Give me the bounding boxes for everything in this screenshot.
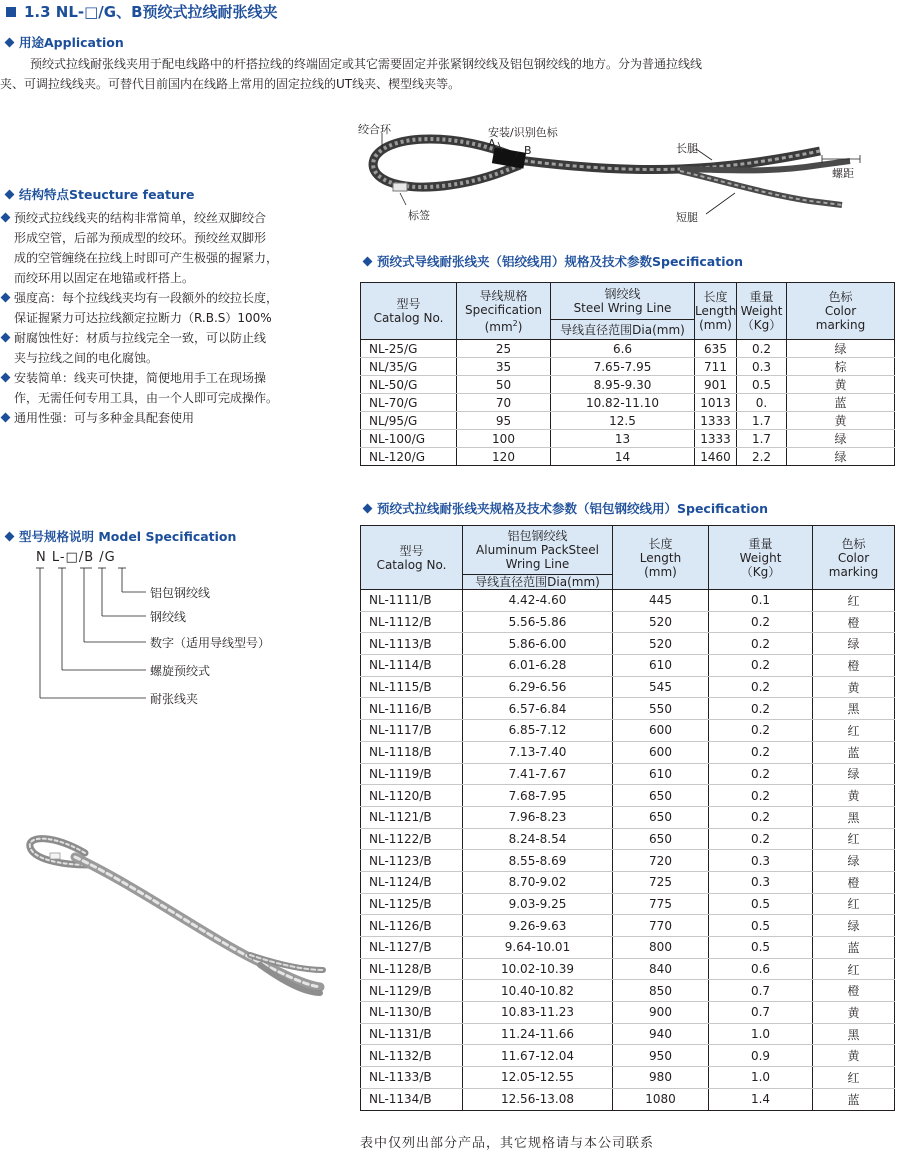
model-label-1: 铝包钢绞线: [150, 586, 211, 600]
table-row: [361, 590, 895, 612]
table-cell: 14: [551, 448, 695, 466]
table-cell: 0.2: [709, 763, 813, 785]
table-cell: 5.56-5.86: [463, 611, 613, 633]
table-cell: 绿: [787, 340, 895, 358]
diamond-bullet-icon: [363, 256, 373, 266]
table-cell: 711: [695, 358, 737, 376]
table-row: [361, 448, 895, 466]
table-cell: 635: [695, 340, 737, 358]
table-cell: 600: [613, 720, 709, 742]
table-cell: 橙: [813, 980, 895, 1002]
table-cell: 0.2: [709, 720, 813, 742]
table-cell: 25: [457, 340, 551, 358]
table-cell: 0.2: [709, 806, 813, 828]
table-row: [361, 980, 895, 1002]
table-cell: 绿: [787, 430, 895, 448]
table-cell: NL-1118/B: [361, 741, 463, 763]
table-cell: 0.2: [709, 785, 813, 807]
diagram-label-a: A: [488, 137, 496, 150]
table-cell: 520: [613, 611, 709, 633]
model-label-2: 钢绞线: [150, 610, 187, 624]
table-cell: 8.24-8.54: [463, 828, 613, 850]
table-cell: 13: [551, 430, 695, 448]
table-cell: 12.56-13.08: [463, 1088, 613, 1110]
table-cell: NL-1112/B: [361, 611, 463, 633]
model-label-3: 数字（适用导线型号）: [150, 636, 271, 650]
table-row: [361, 376, 895, 394]
table-cell: 红: [813, 720, 895, 742]
table-cell: 980: [613, 1067, 709, 1089]
table-cell: 0.2: [737, 340, 787, 358]
table-row: [361, 828, 895, 850]
footer-note: 表中仅列出部分产品，其它规格请与本公司联系: [360, 1136, 655, 1150]
diagram-label-loop: 绞合环: [358, 123, 391, 136]
table-cell: 520: [613, 633, 709, 655]
table-cell: 黑: [813, 1023, 895, 1045]
table-cell: 5.86-6.00: [463, 633, 613, 655]
clamp-photo-image: [15, 825, 335, 1000]
table-cell: NL-1130/B: [361, 1002, 463, 1024]
table-cell: NL-1127/B: [361, 937, 463, 959]
product-photo: [15, 825, 335, 1000]
table-cell: NL-1132/B: [361, 1045, 463, 1067]
table-cell: 900: [613, 1002, 709, 1024]
table-cell: 黄: [813, 785, 895, 807]
table-cell: 950: [613, 1045, 709, 1067]
table-cell: 7.41-7.67: [463, 763, 613, 785]
structure-bullet: 耐腐蚀性好：材质与拉线完全一致，可以防止线 夹与拉线之间的电化腐蚀。: [0, 328, 355, 368]
table-cell: 0.: [737, 394, 787, 412]
table-cell: 黄: [787, 412, 895, 430]
table-cell: 10.02-10.39: [463, 958, 613, 980]
table-cell: NL-70/G: [361, 394, 457, 412]
table-cell: NL-120/G: [361, 448, 457, 466]
table-cell: NL-1121/B: [361, 806, 463, 828]
table-cell: NL-1124/B: [361, 871, 463, 893]
table-cell: 黑: [813, 806, 895, 828]
title-square-icon: [6, 7, 16, 17]
table-cell: 1.4: [709, 1088, 813, 1110]
table-cell: 8.55-8.69: [463, 850, 613, 872]
table-row: [361, 915, 895, 937]
diagram-label-marker: 安装/识别色标: [488, 126, 558, 139]
table-cell: 610: [613, 763, 709, 785]
table-row: [361, 871, 895, 893]
table-cell: 棕: [787, 358, 895, 376]
table-cell: 6.57-6.84: [463, 698, 613, 720]
table-cell: 0.5: [709, 893, 813, 915]
table-row: [361, 741, 895, 763]
table-cell: 800: [613, 937, 709, 959]
table-cell: NL-1133/B: [361, 1067, 463, 1089]
table-cell: 12.5: [551, 412, 695, 430]
table-cell: 1013: [695, 394, 737, 412]
table-cell: 蓝: [813, 741, 895, 763]
diamond-bullet-icon: [363, 503, 373, 513]
table-cell: 0.2: [709, 611, 813, 633]
table-cell: 0.1: [709, 590, 813, 612]
table-cell: 9.03-9.25: [463, 893, 613, 915]
table-cell: 0.3: [709, 850, 813, 872]
table-cell: 10.82-11.10: [551, 394, 695, 412]
table-row: [361, 430, 895, 448]
structure-bullet: 安装简单：线夹可快捷，简便地用手工在现场操 作，无需任何专用工具，由一个人即可完成操作。: [0, 368, 355, 408]
table2-header-model: 型号 Catalog No.: [361, 526, 463, 590]
table-cell: 600: [613, 741, 709, 763]
table-cell: NL-1129/B: [361, 980, 463, 1002]
model-code-diagram: [28, 550, 328, 720]
table-cell: 610: [613, 655, 709, 677]
table-cell: 11.67-12.04: [463, 1045, 613, 1067]
table-cell: 蓝: [787, 394, 895, 412]
table1-header-weight: 重量 Weight （Kg）: [737, 283, 787, 340]
table-cell: 9.26-9.63: [463, 915, 613, 937]
table-cell: 10.40-10.82: [463, 980, 613, 1002]
table2-heading: 预绞式拉线耐张线夹规格及技术参数（铝包钢绞线用）Specification: [364, 499, 768, 517]
table-cell: 0.2: [709, 676, 813, 698]
table-cell: 120: [457, 448, 551, 466]
diamond-bullet-icon: [5, 189, 15, 199]
table-cell: 6.01-6.28: [463, 655, 613, 677]
structure-list: [0, 208, 355, 428]
table-cell: 720: [613, 850, 709, 872]
table2-header-color: 色标 Color marking: [813, 526, 895, 590]
structure-bullet: 强度高：每个拉线线夹均有一段额外的绞拉长度， 保证握紧力可达拉线额定拉断力（R.B.S）100%: [0, 288, 355, 328]
table-cell: NL-1111/B: [361, 590, 463, 612]
table-cell: 0.7: [709, 980, 813, 1002]
table-cell: 6.6: [551, 340, 695, 358]
table-cell: 650: [613, 828, 709, 850]
product-diagram: [350, 115, 890, 235]
structure-heading: 结构特点Steucture feature: [6, 185, 195, 203]
table-cell: 6.85-7.12: [463, 720, 613, 742]
diamond-bullet-icon: [5, 37, 15, 47]
table-cell: 0.5: [709, 937, 813, 959]
table2-header-weight: 重量 Weight （Kg）: [709, 526, 813, 590]
table-cell: NL-25/G: [361, 340, 457, 358]
table1-header-spec: 导线规格 Specification $(mm^2)$: [457, 283, 551, 340]
table2-header-length: 长度 Length (mm): [613, 526, 709, 590]
table-row: [361, 958, 895, 980]
table-row: [361, 1045, 895, 1067]
table-cell: NL-1116/B: [361, 698, 463, 720]
table-cell: 1460: [695, 448, 737, 466]
table-cell: 红: [813, 893, 895, 915]
table-cell: 7.65-7.95: [551, 358, 695, 376]
table-cell: 1.7: [737, 412, 787, 430]
table-cell: 10.83-11.23: [463, 1002, 613, 1024]
table-cell: 1080: [613, 1088, 709, 1110]
table-row: [361, 1002, 895, 1024]
diagram-label-b: B: [524, 144, 532, 157]
table-cell: 1.7: [737, 430, 787, 448]
table-cell: 12.05-12.55: [463, 1067, 613, 1089]
table-row: [361, 1088, 895, 1110]
table-cell: NL-1119/B: [361, 763, 463, 785]
table-cell: 95: [457, 412, 551, 430]
table-row: [361, 806, 895, 828]
model-label-5: 耐张线夹: [150, 692, 199, 706]
table-cell: 1333: [695, 412, 737, 430]
table-cell: 445: [613, 590, 709, 612]
table-cell: 775: [613, 893, 709, 915]
table-cell: 红: [813, 1067, 895, 1089]
table-cell: 100: [457, 430, 551, 448]
table-cell: 650: [613, 785, 709, 807]
table-cell: 8.70-9.02: [463, 871, 613, 893]
table-cell: 70: [457, 394, 551, 412]
table-cell: 0.3: [737, 358, 787, 376]
table-cell: 橙: [813, 655, 895, 677]
table-cell: NL-1122/B: [361, 828, 463, 850]
diagram-label-long-leg: 长腿: [676, 142, 698, 155]
table-cell: NL/95/G: [361, 412, 457, 430]
structure-bullet: 通用性强：可与多种金具配套使用: [0, 408, 355, 428]
table-cell: NL-1115/B: [361, 676, 463, 698]
table-cell: 黄: [813, 1002, 895, 1024]
table-cell: 橙: [813, 871, 895, 893]
table-cell: NL-1128/B: [361, 958, 463, 980]
table1-header-wire-dia: 导线直径范围Dia(mm): [551, 320, 695, 340]
table-cell: NL/35/G: [361, 358, 457, 376]
table1-header-model: 型号 Catalog No.: [361, 283, 457, 340]
table-cell: 725: [613, 871, 709, 893]
table2-header-wire-dia: 导线直径范围Dia(mm): [463, 575, 613, 590]
table-cell: 蓝: [813, 1088, 895, 1110]
table-cell: 7.96-8.23: [463, 806, 613, 828]
table1-header-wire: 钢绞线 Steel Wring Line: [551, 283, 695, 320]
table-cell: 黑: [813, 698, 895, 720]
table-cell: 绿: [787, 448, 895, 466]
table-cell: NL-1114/B: [361, 655, 463, 677]
table-row: [361, 633, 895, 655]
table-row: [361, 412, 895, 430]
table-cell: 650: [613, 806, 709, 828]
table-cell: 550: [613, 698, 709, 720]
table-row: [361, 763, 895, 785]
table-cell: 0.2: [709, 698, 813, 720]
table-cell: 1.0: [709, 1067, 813, 1089]
table-cell: 0.2: [709, 828, 813, 850]
table-row: [361, 340, 895, 358]
model-label-4: 螺旋预绞式: [150, 664, 211, 678]
table-cell: NL-1134/B: [361, 1088, 463, 1110]
table-cell: NL-100/G: [361, 430, 457, 448]
table-cell: 0.3: [709, 871, 813, 893]
table-cell: 901: [695, 376, 737, 394]
table-cell: 绿: [813, 850, 895, 872]
table-cell: 2.2: [737, 448, 787, 466]
table-cell: NL-1123/B: [361, 850, 463, 872]
table-cell: 黄: [787, 376, 895, 394]
table-cell: 8.95-9.30: [551, 376, 695, 394]
table-cell: 红: [813, 828, 895, 850]
table-cell: NL-1126/B: [361, 915, 463, 937]
application-heading: 用途Application: [6, 33, 124, 51]
table-cell: 0.5: [709, 915, 813, 937]
table-cell: NL-1117/B: [361, 720, 463, 742]
table-cell: 4.42-4.60: [463, 590, 613, 612]
structure-bullet: 预绞式拉线线夹的结构非常简单，绞丝双脚绞合 形成空管，后部为预成型的绞环。预绞丝双脚形 成的空管缠绕在拉线上时即可产生极强的握紧力， 而绞环用以固定在地锚或杆搭上。: [0, 208, 355, 288]
table-cell: 蓝: [813, 937, 895, 959]
table-cell: 1333: [695, 430, 737, 448]
table-cell: 9.64-10.01: [463, 937, 613, 959]
table-cell: NL-1113/B: [361, 633, 463, 655]
table-cell: 770: [613, 915, 709, 937]
table-cell: 绿: [813, 763, 895, 785]
table-cell: 橙: [813, 611, 895, 633]
table-cell: 0.6: [709, 958, 813, 980]
table-cell: NL-50/G: [361, 376, 457, 394]
table-cell: 绿: [813, 915, 895, 937]
table-cell: 545: [613, 676, 709, 698]
table-row: [361, 358, 895, 376]
table1-heading: 预绞式导线耐张线夹（铝绞线用）规格及技术参数Specification: [364, 252, 743, 270]
table-row: [361, 937, 895, 959]
table-cell: 黄: [813, 676, 895, 698]
table-cell: NL-1131/B: [361, 1023, 463, 1045]
table-row: [361, 1067, 895, 1089]
table-row: [361, 785, 895, 807]
diamond-bullet-icon: [5, 531, 15, 541]
table-cell: 0.7: [709, 1002, 813, 1024]
table1-header-length: 长度 Length (mm): [695, 283, 737, 340]
page-title: 1.3 NL-□/G、B预绞式拉线耐张线夹: [6, 1, 278, 22]
table-row: [361, 893, 895, 915]
table-cell: 7.68-7.95: [463, 785, 613, 807]
table-cell: 50: [457, 376, 551, 394]
clamp-diagram-image: [350, 115, 890, 235]
table-cell: NL-1120/B: [361, 785, 463, 807]
table-row: [361, 676, 895, 698]
table-cell: 7.13-7.40: [463, 741, 613, 763]
table-cell: 850: [613, 980, 709, 1002]
diagram-label-tag: 标签: [408, 209, 430, 222]
table-cell: 1.0: [709, 1023, 813, 1045]
table-cell: NL-1125/B: [361, 893, 463, 915]
table1-header-color: 色标 Color marking: [787, 283, 895, 340]
table-cell: 红: [813, 958, 895, 980]
table-row: [361, 720, 895, 742]
table-cell: 11.24-11.66: [463, 1023, 613, 1045]
table-cell: 0.5: [737, 376, 787, 394]
table-cell: 绿: [813, 633, 895, 655]
application-text: 预绞式拉线耐张线夹用于配电线路中的杆搭拉线的终端固定或其它需要固定并张紧钢绞线及铝包钢绞线的地方。分为普通拉线线 夹、可调拉线线夹。可替代目前国内在线路上常用的固定拉线的UT线夹、楔型线夹等。: [0, 57, 703, 91]
diagram-label-pitch: 螺距: [832, 167, 854, 180]
table-cell: 红: [813, 590, 895, 612]
table1: [360, 282, 895, 466]
table-cell: 0.9: [709, 1045, 813, 1067]
table-cell: 黄: [813, 1045, 895, 1067]
table-cell: 0.2: [709, 633, 813, 655]
table-row: [361, 611, 895, 633]
table-row: [361, 394, 895, 412]
model-code: N L-□/B /G: [36, 550, 116, 565]
table-row: [361, 850, 895, 872]
table-row: [361, 655, 895, 677]
table-cell: 0.2: [709, 741, 813, 763]
table2-header-wire: 铝包钢绞线 Aluminum PackSteel Wring Line: [463, 526, 613, 575]
table2: [360, 525, 895, 1111]
table-cell: 840: [613, 958, 709, 980]
table-cell: 940: [613, 1023, 709, 1045]
table-row: [361, 1023, 895, 1045]
table-cell: 35: [457, 358, 551, 376]
table-cell: 0.2: [709, 655, 813, 677]
model-heading: 型号规格说明 Model Specification: [6, 527, 236, 545]
table-row: [361, 698, 895, 720]
table-cell: 6.29-6.56: [463, 676, 613, 698]
diagram-label-short-leg: 短腿: [676, 211, 698, 224]
